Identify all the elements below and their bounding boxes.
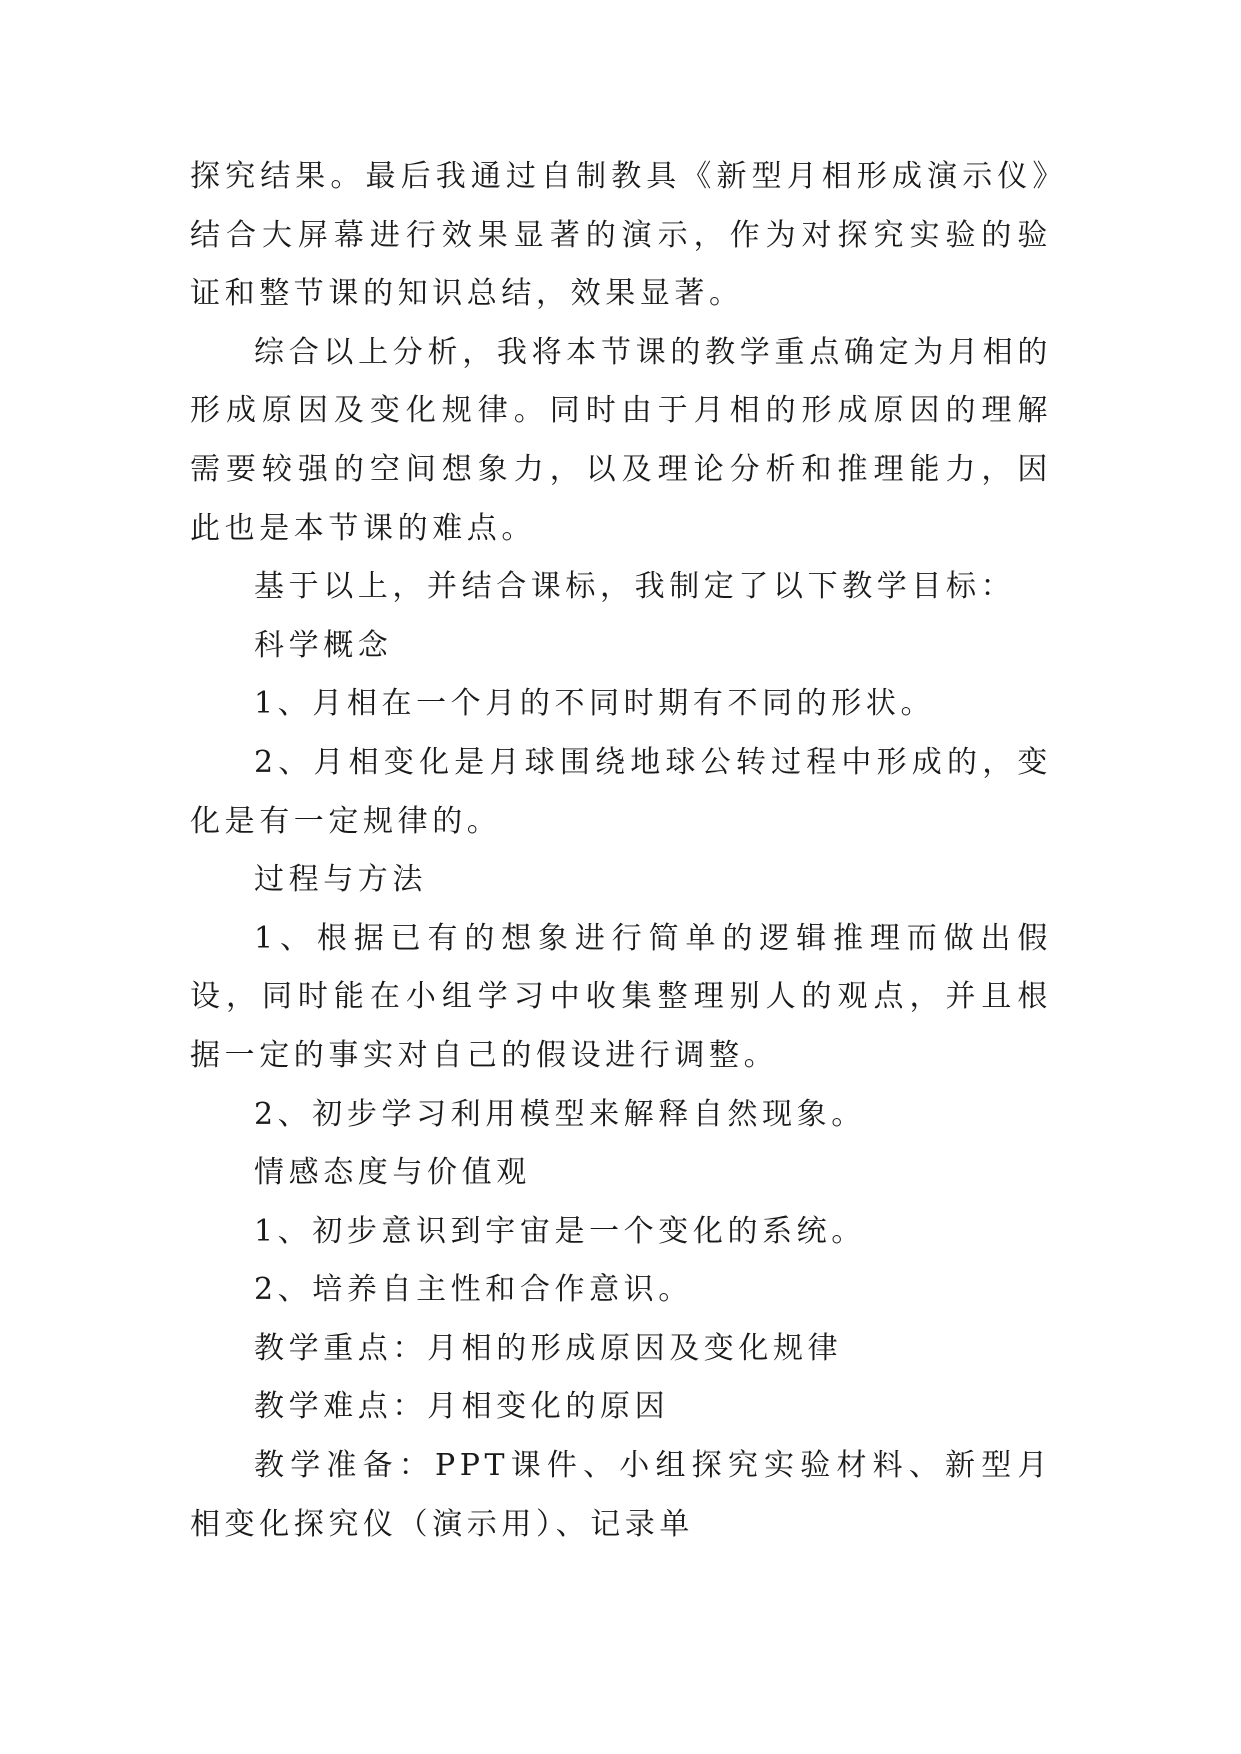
paragraph-objectives-intro: 基于以上，并结合课标，我制定了以下教学目标： [254, 569, 1016, 605]
list-item-concept-1: 1、月相在一个月的不同时期有不同的形状。 [254, 686, 936, 722]
teaching-preparation: 教学准备：PPT课件、小组探究实验材料、新型月相变化探究仪（演示用）、记录单 [190, 1448, 1052, 1542]
list-item-method-2: 2、初步学习利用模型来解释自然现象。 [254, 1096, 866, 1132]
list-item-method-1: 1、根据已有的想象进行简单的逻辑推理而做出假设，同时能在小组学习中收集整理别人的观点，并且根据一定的事实对自己的假设进行调整。 [190, 920, 1052, 1073]
document-page [190, 148, 1052, 1554]
heading-science-concept: 科学概念 [254, 627, 393, 663]
teaching-difficulty: 教学难点：月相变化的原因 [254, 1389, 670, 1425]
teaching-key-point: 教学重点：月相的形成原因及变化规律 [254, 1330, 843, 1366]
heading-process-method: 过程与方法 [254, 862, 427, 898]
list-item-attitude-2: 2、培养自主性和合作意识。 [254, 1272, 693, 1308]
paragraph-analysis: 综合以上分析，我将本节课的教学重点确定为月相的形成原因及变化规律。同时由于月相的形成原因的理解需要较强的空间想象力，以及理论分析和推理能力，因此也是本节课的难点。 [190, 334, 1052, 546]
paragraph-continuation: 探究结果。最后我通过自制教具《新型月相形成演示仪》结合大屏幕进行效果显著的演示，作为对探究实验的验证和整节课的知识总结，效果显著。 [190, 159, 1052, 312]
list-item-attitude-1: 1、初步意识到宇宙是一个变化的系统。 [254, 1213, 866, 1249]
list-item-concept-2: 2、月相变化是月球围绕地球公转过程中形成的，变化是有一定规律的。 [190, 744, 1052, 839]
heading-attitude-values: 情感态度与价值观 [254, 1155, 531, 1191]
